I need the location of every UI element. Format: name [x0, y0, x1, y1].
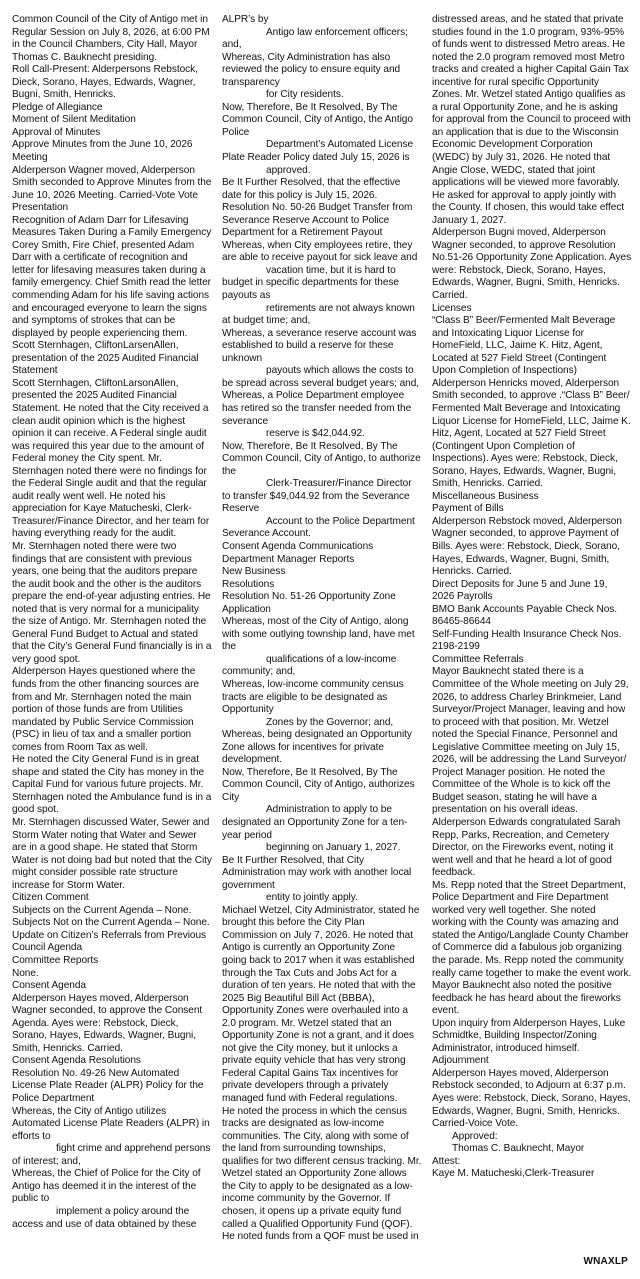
notice-paragraph: None.: [12, 967, 39, 979]
notice-paragraph: Alderperson Henricks moved, Alderperson Smith seconded, to approve .“Class B” Beer/ Fermented Malt Beverage and Intoxicating Liquor License for HomeField, LLC, Jaime K. Hitz, Agent, Located at 527 Field Street (Contingent Upon Completion of Inspections). Ayes were: Rebstock, Dieck, Sorano, Hayes, Edwards, Wagner, Bugni, Smith, Henricks. Carried.: [432, 377, 631, 490]
notice-paragraph: Alderperson Edwards congratulated Sarah Repp, Parks, Recreation, and Cemetery Director, on the Fireworks event, noting it went well and that he heard a lot of good feedback.: [432, 817, 621, 879]
notice-paragraph: Pledge of Allegiance: [12, 101, 103, 113]
notice-paragraph: Alderperson Wagner moved, Alderperson Smith seconded to Approve Minutes from the June 10, 2026 Meeting. Carried-Vote Vote: [12, 164, 212, 201]
notice-paragraph: and,: [222, 39, 242, 51]
notice-paragraph: of interest; and,: [12, 1155, 81, 1167]
notice-paragraph: BMO Bank Accounts Payable Check Nos. 86465-86644: [432, 603, 618, 628]
notice-paragraph: implement a policy around the: [56, 1205, 190, 1217]
notice-paragraph: New Business: [222, 566, 286, 578]
notice-paragraph: to transfer $49,044.92 from the Severance Reserve: [222, 490, 410, 515]
notice-paragraph: He noted the City General Fund is in great shape and stated the City has money in the Capital Fund for various future projects. Mr. Sternhagen noted the Ambulance fund is in a good spot.: [12, 754, 212, 816]
notice-paragraph: vacation time, but it is hard to: [266, 264, 396, 276]
notice-paragraph: reserve is $42,044.92.: [266, 428, 365, 440]
notice-paragraph: Roll Call-Present: Alderpersons Rebstock, Dieck, Sorano, Hayes, Edwards, Wagner, Bugni, Smith, Henricks.: [12, 64, 198, 101]
publication-code: WNAXLP: [583, 1256, 628, 1267]
notice-paragraph: beginning on January 1, 2027.: [266, 842, 401, 854]
notice-paragraph: Severance Account.: [222, 528, 311, 540]
notice-paragraph: Scott Sternhagen, CliftonLarsonAllen, presented the 2025 Audited Financial Statement. He noted that the City received a clean audit opinion which is the highest opinion it can receive. A Federal single audit was required this year due to the amount of Federal money the City spent. Mr. Sternhagen noted there were no findings for the Federal Single audit and that the regular audit really went well. He noted his appreciation for Kaye Matucheski, Clerk-Treasurer/Finance Director, and her team for having everything ready for the audit.: [12, 377, 210, 540]
notice-paragraph: Approved:: [452, 1130, 498, 1142]
notice-paragraph: Alderperson Hayes moved, Alderperson Rebstock seconded, to Adjourn at 6:37 p.m. Ayes were: Rebstock, Dieck, Sorano, Hayes, Edwards, Wagner, Bugni, Smith, Henricks. Carried-Voice Vote.: [432, 1067, 631, 1130]
notice-paragraph: Mr. Sternhagen noted there were two findings that are consistent with previous years, one being that the auditors prepare the audit book and the other is the auditors prepare the end-of-year adjusting entries. He noted that is very normal for a municipality the size of Antigo. Mr. Sternhagen noted the General Fund Budget to Actual and stated that the City’s General Fund financially is in a very good spot.: [12, 540, 212, 665]
notice-paragraph: Account to the Police Department: [266, 515, 415, 527]
notice-paragraph: Consent Agenda: [12, 980, 86, 992]
notice-paragraph: Kaye M. Matucheski,Clerk-Treasurer: [432, 1168, 595, 1180]
notice-paragraph: Whereas, when City employees retire, they are able to receive payout for sick leave and: [222, 239, 418, 264]
notice-paragraph: Alderperson Hayes moved, Alderperson Wagner seconded, to approve the Consent Agenda. Ayes were: Rebstock, Dieck, Sorano, Hayes, Edwards, Wagner, Bugni, Smith, Henricks. Carried.: [12, 992, 203, 1054]
notice-paragraph: Self-Funding Health Insurance Check Nos. 2198-2199: [432, 628, 622, 653]
notice-paragraph: Whereas, being designated an Opportunity Zone allows for incentives for private development.: [222, 729, 412, 766]
notice-column-2: [222, 14, 422, 1279]
notice-paragraph: Direct Deposits for June 5 and June 19, 2026 Payrolls: [432, 578, 608, 603]
notice-paragraph: designated an Opportunity Zone for a ten-year period: [222, 817, 408, 841]
notice-paragraph: Scott Sternhagen, CliftonLarsenAllen, presentation of the 2025 Audited Financial Statement: [12, 340, 199, 377]
notice-paragraph: Clerk-Treasurer/Finance Director: [266, 478, 412, 490]
notice-paragraph: Be It Further Resolved, that the effective date for this policy is July 15, 2026.: [222, 177, 401, 201]
notice-paragraph: Whereas, the Chief of Police for the City of Antigo has deemed it in the interest of the public to: [12, 1168, 201, 1205]
notice-paragraph: Whereas, most of the City of Antigo, along with some outlying township land, have met the: [222, 616, 415, 653]
notice-paragraph: Resolutions: [222, 578, 275, 590]
notice-paragraph: approved.: [266, 164, 311, 176]
notice-paragraph: Approval of Minutes: [12, 126, 101, 138]
notice-paragraph: Plate Reader Policy dated July 15, 2026 is: [222, 152, 410, 164]
notice-paragraph: entity to jointly apply.: [266, 892, 358, 904]
notice-paragraph: Mayor Bauknecht also noted the positive feedback he has heard about the fireworks event.: [432, 980, 621, 1017]
notice-paragraph: ALPR’s by: [222, 14, 269, 25]
notice-paragraph: Common Council of the City of Antigo met in Regular Session on July 8, 2026, at 6:00 PM in the Council Chambers, City Hall, Mayor Thomas C. Bauknecht presiding.: [12, 14, 210, 63]
notice-paragraph: Consent Agenda Resolutions: [12, 1055, 141, 1067]
notice-paragraph: Alderperson Hayes questioned where the funds from the other financing sources are from and Mr. Sternhagen noted the main portion of those funds are from Utilities mandated by Public Service Commission (PSC) in lieu of tax and a smaller portion comes from Room Tax as well.: [12, 666, 199, 753]
notice-paragraph: Whereas, City Administration has also reviewed the policy to ensure equity and transparency: [222, 51, 401, 88]
notice-paragraph: for City residents.: [266, 89, 344, 101]
notice-paragraph: Now, Therefore, Be It Resolved, By The Common Council, City of Antigo, authorizes City: [222, 766, 415, 803]
notice-paragraph: budget in specific departments for these payouts as: [222, 277, 399, 302]
notice-paragraph: Mr. Sternhagen discussed Water, Sewer and Storm Water noting that Water and Sewer are in a good shape. He stated that Storm Water is not doing bad but noted that the City might consider possible rate structure increase for Storm Water.: [12, 817, 212, 891]
notice-paragraph: Citizen Comment: [12, 892, 89, 904]
notice-paragraph: Upon inquiry from Alderperson Hayes, Luke Schmidtke, Building Inspector/Zoning Administrator, introduced himself.: [432, 1017, 626, 1054]
notice-paragraph: Whereas, a severance reserve account was established to build a reserve for these unknown: [222, 327, 417, 364]
notice-paragraph: be spread across several budget years; and,: [222, 377, 420, 389]
notice-paragraph: Ms. Repp noted that the Street Department, Police Department and Fire Department worked very well together. She noted working with the County was amazing and stated the Antigo/Langlade County Chamber of Commerce did a fabulous job organizing the parade. Ms. Repp noted the community really came together to make the event work.: [432, 879, 632, 979]
notice-paragraph: Payment of Bills: [432, 503, 504, 515]
notice-paragraph: Administration to apply to be: [266, 804, 392, 816]
notice-paragraph: Consent Agenda Communications: [222, 540, 374, 552]
notice-paragraph: retirements are not always known: [266, 302, 415, 314]
notice-paragraph: payouts which allows the costs to: [266, 365, 414, 377]
notice-paragraph: Moment of Silent Meditation: [12, 114, 136, 126]
notice-paragraph: Antigo law enforcement officers;: [266, 26, 408, 38]
notice-paragraph: Update on Citizen’s Referrals from Previous Council Agenda: [12, 929, 207, 954]
notice-paragraph: access and use of data obtained by these: [12, 1218, 197, 1230]
notice-paragraph: fight crime and apprehend persons: [56, 1143, 211, 1155]
notice-paragraph: “Class B” Beer/Fermented Malt Beverage and Intoxicating Liquor License for HomeField, LLC, Jaime K. Hitz, Agent, Located at 527 Field Street (Contingent Upon Completion of Inspections): [432, 315, 616, 377]
notice-paragraph: Zones by the Governor; and,: [266, 716, 394, 728]
notice-paragraph: Subjects on the Current Agenda – None.: [12, 904, 192, 916]
notice-column-3: [432, 14, 632, 1279]
notice-paragraph: Licenses: [432, 302, 472, 314]
notice-column-1: [12, 14, 212, 1279]
notice-paragraph: Adjournment: [432, 1055, 489, 1067]
notice-paragraph: distressed areas, and he stated that private studies found in the 1.0 program, 93%-95% of funds went to distressed Metro areas. He noted the 2.0 program removed most Metro tracks and created a higher Capital Gain Tax incentive for rural specific Opportunity Zones. Mr. Wetzel stated Antigo qualifies as a rural Opportunity Zone, and he is asking for approval from the Council to proceed with an application that is due to the Wisconsin Economic Development Corporation (WEDC) by July 31, 2026. He noted that Angie Close, WEDC, stated that joint applications will be viewed more favorably. He asked for approval to apply jointly with the County. If chosen, this would take effect January 1, 2027.: [432, 14, 631, 226]
notice-paragraph: community; and,: [222, 666, 296, 678]
notice-paragraph: Committee Referrals: [432, 653, 524, 665]
notice-paragraph: Resolution No. 50-26 Budget Transfer from Severance Reserve Account to Police Department for a Retirement Payout: [222, 202, 413, 239]
notice-paragraph: Recognition of Adam Darr for Lifesaving Measures Taken During a Family Emergency Corey Smith, Fire Chief, presented Adam Darr with a certificate of recognition and letter for lifesaving measures taken during a family emergency. Chief Smith read the letter commending Adam for his life saving actions and encouraged everyone to learn the signs and symptoms of strokes that can be displayed by people experiencing them.: [12, 214, 212, 339]
notice-paragraph: qualifications of a low-income: [266, 653, 397, 665]
notice-paragraph: Presentation: [12, 202, 69, 214]
notice-paragraph: Committee Reports: [12, 955, 99, 967]
notice-paragraph: Mayor Bauknecht stated there is a Committee of the Whole meeting on July 29, 2026, to address Charley Brinkmeier, Land Surveyor/Project Manager, leaving and how to proceed with that position. Mr. Wetzel noted the Special Finance, Personnel and Legislative Committee meeting on July 15, 2026, will be addressing the Land Surveyor/ Project Manager position. He noted the Committee of the Whole is to kick off the Budget season, stating he will have a presentation on his overall ideas.: [432, 666, 629, 816]
notice-paragraph: Whereas, low-income community census tracts are eligible to be designated as Opportunity: [222, 678, 404, 716]
notice-paragraph: He noted the process in which the census tracks are designated as low-income communities. The City, along with some of the land from surrounding townships, qualifies for two different census tracking. Mr. Wetzel stated an Opportunity Zone allows the City to apply to be designated as a low-income community by the Governor. If chosen, it opens up a private equity fund called a Qualified Opportunity Fund (QOF). He noted funds from a QOF must be used in: [222, 1105, 422, 1243]
notice-paragraph: Alderperson Rebstock moved, Alderperson Wagner seconded, to approve Payment of Bills. Ayes were: Rebstock, Dieck, Sorano, Hayes, Edwards, Wagner, Bugni, Smith, Henricks. Carried.: [432, 515, 622, 578]
notice-paragraph: Resolution No. 51-26 Opportunity Zone Application: [222, 591, 396, 615]
notice-paragraph: Subjects Not on the Current Agenda – None.: [12, 917, 210, 929]
notice-paragraph: Thomas C. Bauknecht, Mayor: [452, 1143, 585, 1155]
notice-paragraph: Alderperson Bugni moved, Alderperson Wagner seconded, to approve Resolution No.51-26 Opportunity Zone Application. Ayes were: Rebstock, Dieck, Sorano, Hayes, Edwards, Wagner, Bugni, Smith, Henricks. Carried.: [432, 227, 632, 302]
notice-paragraph: Approve Minutes from the June 10, 2026 Meeting: [12, 139, 193, 164]
notice-paragraph: Now, Therefore, Be It Resolved, By The Common Council, City of Antigo, the Antigo Police: [222, 101, 413, 138]
notice-paragraph: Now, Therefore, Be It Resolved, By The Common Council, City of Antigo, to authorize the: [222, 440, 421, 477]
notice-paragraph: Be It Further Resolved, that City Administration may work with another local government: [222, 854, 412, 891]
notice-paragraph: Whereas, a Police Department employee has retired so the transfer needed from the severance: [222, 390, 412, 427]
notice-paragraph: Michael Wetzel, City Administrator, stated he brought this before the City Plan Commission on July 7, 2026. He noted that Antigo is currently an Opportunity Zone going back to 2017 when it was established through the Tax Cuts and Jobs Act for a duration of ten years. He noted that with the 2025 Big Beautiful Bill Act (BBBA), Opportunity Zones were overhauled into a 2.0 program. Mr. Wetzel stated that an Opportunity Zone is not a grant, and it does not give the City money, but it unlocks a private equity vehicle that has very strong Federal Capital Gains Tax incentives for private developers through a privately managed fund with Federal regulations.: [222, 904, 420, 1105]
notice-paragraph: Resolution No. 49-26 New Automated License Plate Reader (ALPR) Policy for the Police Department: [12, 1067, 204, 1105]
notice-paragraph: Department Manager Reports: [222, 553, 355, 565]
notice-paragraph: Department’s Automated License: [266, 139, 414, 151]
notice-paragraph: Miscellaneous Business: [432, 490, 539, 502]
notice-paragraph: Whereas, the City of Antigo utilizes Automated License Plate Readers (ALPR) in efforts to: [12, 1105, 210, 1142]
notice-paragraph: at budget time; and,: [222, 315, 311, 327]
notice-paragraph: Attest:: [432, 1155, 461, 1167]
